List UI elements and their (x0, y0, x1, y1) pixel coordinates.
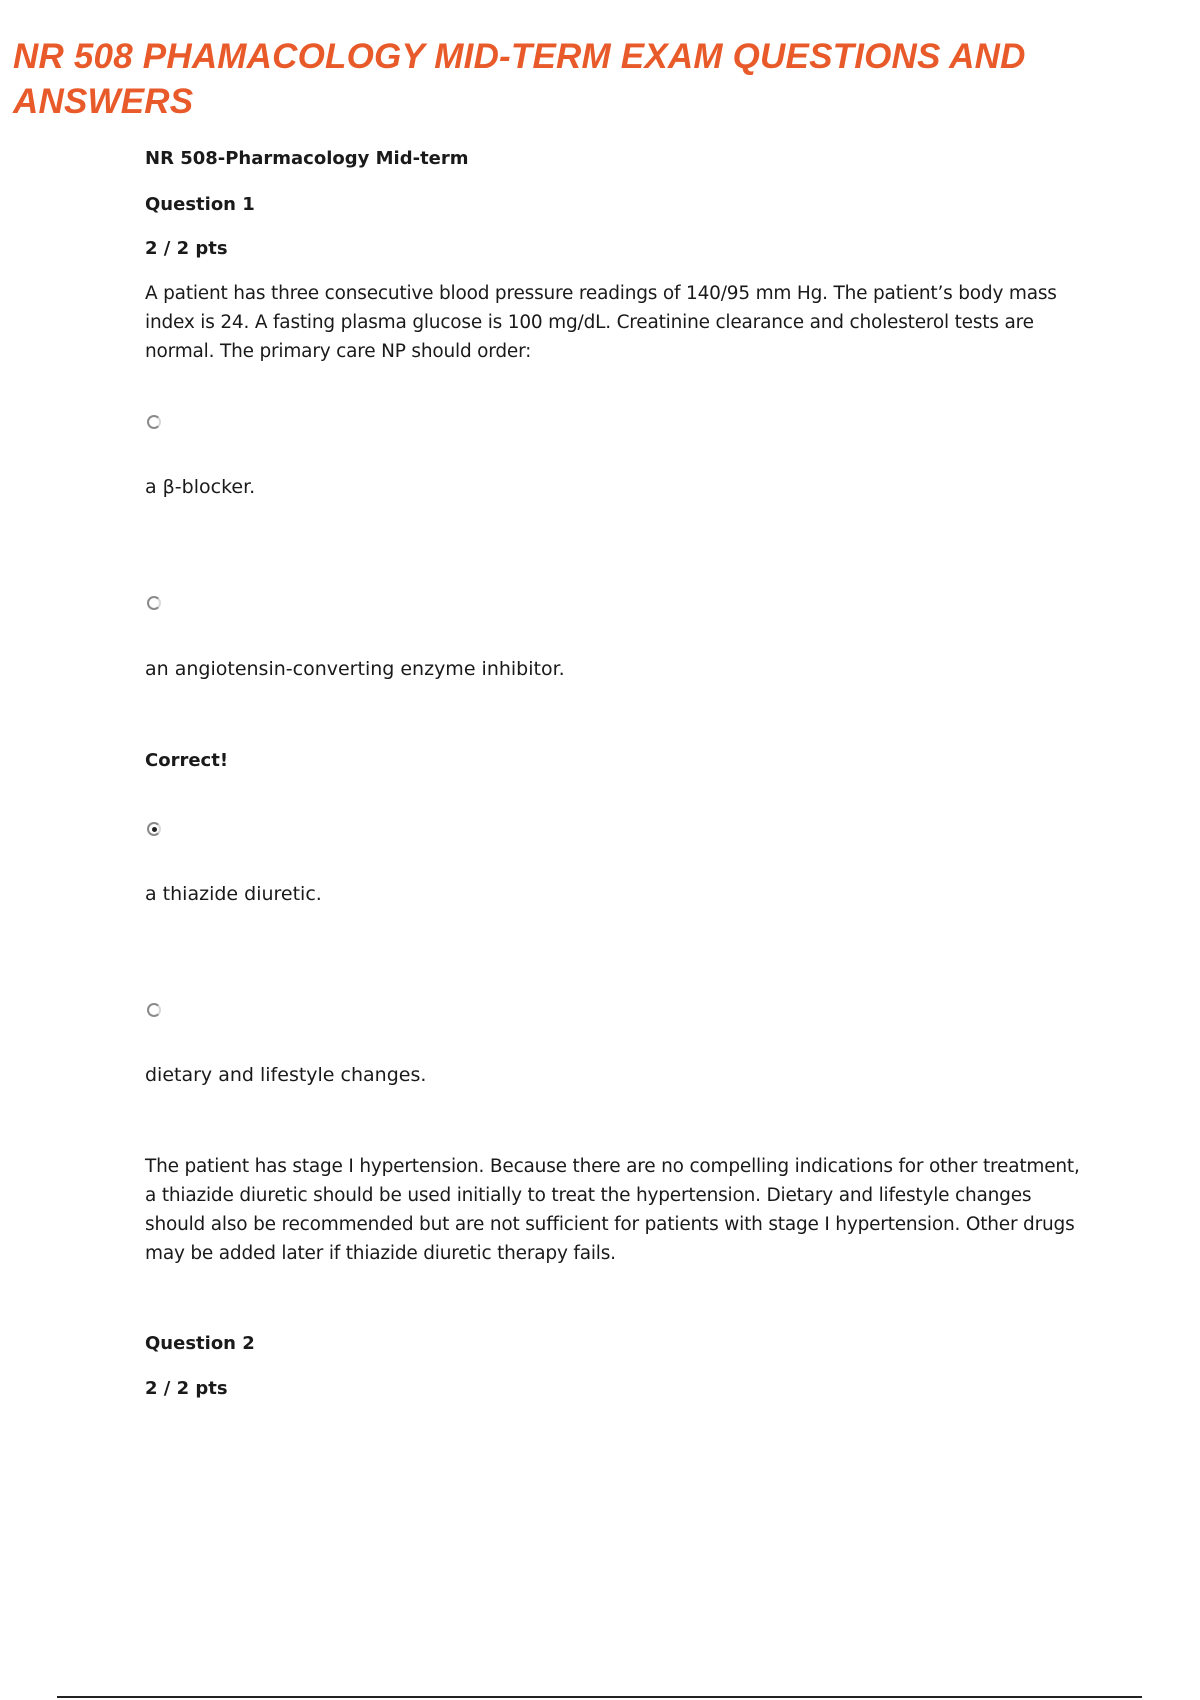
question-1-points: 2 / 2 pts (145, 238, 228, 259)
footer-divider (57, 1696, 1142, 1698)
answer-d-radio[interactable] (147, 1003, 161, 1017)
answer-a-text[interactable]: a β-blocker. (145, 476, 256, 498)
question-2-points: 2 / 2 pts (145, 1378, 228, 1399)
question-1-label: Question 1 (145, 194, 255, 215)
answer-c-text[interactable]: a thiazide diuretic. (145, 883, 322, 905)
question-2-label: Question 2 (145, 1333, 255, 1354)
answer-d-text[interactable]: dietary and lifestyle changes. (145, 1064, 427, 1086)
answer-c-radio[interactable] (147, 822, 161, 836)
answer-a-radio[interactable] (147, 415, 161, 429)
document-subtitle: NR 508-Pharmacology Mid-term (145, 148, 469, 169)
answer-b-text[interactable]: an angiotensin-converting enzyme inhibitor. (145, 658, 565, 680)
question-1-explanation: The patient has stage I hypertension. Because there are no compelling indications for other treatment, a thiazide diuretic should be used initially to treat the hypertension. Dietary and lifestyle changes should also be recommended but are not sufficient for patients with stage I hypertension. Other drugs may be added later if thiazide diuretic therapy fails. (145, 1156, 1080, 1264)
answer-b-radio[interactable] (147, 596, 161, 610)
correct-label: Correct! (145, 750, 229, 771)
document-title: NR 508 PHAMACOLOGY MID-TERM EXAM QUESTIONS AND ANSWERS (13, 37, 1026, 121)
question-1-prompt: A patient has three consecutive blood pressure readings of 140/95 mm Hg. The patient’s body mass index is 24. A fasting plasma glucose is 100 mg/dL. Creatinine clearance and cholesterol tests are normal. The primary care NP should order: (145, 283, 1057, 362)
